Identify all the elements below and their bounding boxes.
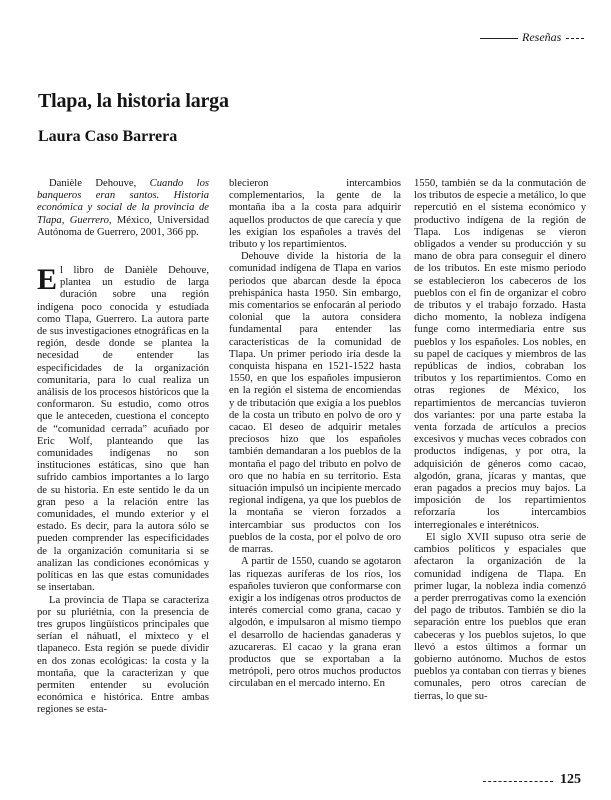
book-title: Cuando los banqueros eran santos. Historia económica y social de la provincia de Tlapa, Guerrero <box>37 178 209 226</box>
header-rule <box>480 38 518 39</box>
paragraph-text: l libro de Danièle Dehouve, plantea un estudio de larga duración sobre una región indígena poco conocida y estudiada como Tlapa, Guerrero. La autora parte de sus investigaciones etnográficas en la región, desde donde se plantea la necesidad de entender las especificidades de la organización comunitaria, para lo cual realiza un análisis de los procesos históricos que la conformaron. Su estudio, como otros que le anteceden, cuestiona el concepto de “comunidad cerrada” acuñado por Eric Wolf, planteando que las comunidades indígenas no son instituciones estáticas, sino que han sufrido cambios importantes a lo largo de su historia. En este sentido le da un gran peso a la relación entre las comunidades, el mundo exterior y el estado. Es decir, para la autora sólo se pueden comprender las especificidades de la organización comunitaria si se analizan las condiciones económicas y políticas en las que estas comunidades se insertaban. <box>37 265 209 594</box>
section-label: Reseñas <box>522 30 562 44</box>
header-rule-dashed <box>566 38 584 39</box>
footer-rule <box>483 781 553 782</box>
text-column-1 <box>37 178 209 717</box>
paragraph: blecieron intercambios complementarios, la gente de la montaña iba a la costa para adquirir aquellos productos de que carecía y que les exigían los españoles a través del tributo y los repartimientos. <box>229 178 401 251</box>
paragraph <box>37 265 209 594</box>
book-publisher: , México, Universidad Autónoma de Guerrero, 2001, 366 pp. <box>37 214 209 238</box>
text-column-2 <box>229 178 401 691</box>
page-footer <box>0 772 611 792</box>
drop-cap: E <box>37 263 58 297</box>
article-title: Tlapa, la historia larga <box>38 90 229 112</box>
bibliographic-reference <box>37 178 209 239</box>
paragraph: 1550, también se da la conmutación de los tributos de especie a metálico, lo que repercutió en el sistema económico y productivo indígena de la región de Tlapa. Los indígenas se vieron obligados a vender su producción y su mano de obra para conseguir el dinero de los tributos. En este mismo periodo se establecieron los cabeceros de los pueblos con el fin de organizar el cobro de tributos y el trabajo forzado. Hasta dicho momento, la nobleza indígena funge como intermediaria entre sus pueblos y los españoles. Los nobles, en su papel de caciques y miembros de las repúblicas de indios, cobraban los tributos y los repartimientos. Como en otras regiones de México, los repartimientos de mercancías tuvieron dos variantes: por una parte estaba la venta forzada de artículos a precios excesivos y muchas veces cobrados con productos indígenas, y por otra, la adquisición de géneros como cacao, algodón, grana, jícaras y mantas, que eran pagados a precios muy bajos. La imposición de los repartimientos reforzaría los intercambios interregionales e interétnicos. <box>414 178 586 531</box>
paragraph: A partir de 1550, cuando se agotaron las riquezas auríferas de los ríos, los españoles tuvieron que conformarse con exigir a los indígenas otros productos de interés comercial como grana, cacao y algodón, e impulsaron al mismo tiempo el desarrollo de haciendas ganaderas y azucareras. El cacao y la grana eran productos que se exportaban a la metrópoli, pero otros muchos productos circulaban en el mercado interno. En <box>229 556 401 690</box>
text-column-3 <box>414 178 586 703</box>
paragraph: El siglo XVII supuso otra serie de cambios políticos y espaciales que afectaron la organización de la comunidad indígena de Tlapa. En primer lugar, la nobleza india comenzó a perder prerrogativas como la exención del pago de tributos. También se dio la separación entre los pueblos que eran cabeceras y los pueblos sujetos, lo que llevó a estos últimos a formar un gobierno autónomo. Muchos de estos pueblos ya contaban con tierras y bienes comunales, pero otros carecían de tierras, lo que su- <box>414 531 586 702</box>
paragraph: La provincia de Tlapa se caracteriza por su pluriétnia, con la presencia de tres grupos lingüísticos principales que serían el náhuatl, el mixteco y el tlapaneco. Esta región se puede dividir en dos zonas ecológicas: la costa y la montaña, que la caracterizan y que permiten entender su evolución económica e histórica. Entre ambas regiones se esta- <box>37 594 209 716</box>
book-author: Danièle Dehouve, <box>49 178 150 189</box>
running-header <box>0 30 611 50</box>
article-author: Laura Caso Barrera <box>38 128 178 145</box>
paragraph: Dehouve divide la historia de la comunidad indígena de Tlapa en varios periodos que abarcan desde la época prehispánica hasta 1950. Sin embargo, mis comentarios se enfocarán al periodo colonial que la autora considera fundamental para entender las características de la comunidad de Tlapa. Un primer periodo iría desde la conquista hispana en 1521-1522 hasta 1550, en que los españoles impusieron en la región el sistema de encomiendas y de tributación que exigía a los pueblos de la costa un tributo en polvo de oro y cacao. El deseo de adquirir metales preciosos hizo que los españoles también demandaran a los pueblos de la montaña el pago del tributo en polvo de oro que no había en su territorio. Esta situación impulsó un incipiente mercado regional indígena, ya que los pueblos de la montaña se vieron forzados a intercambiar sus productos con los pueblos de la costa, por el polvo de oro de marras. <box>229 251 401 556</box>
page-number: 125 <box>560 772 581 787</box>
